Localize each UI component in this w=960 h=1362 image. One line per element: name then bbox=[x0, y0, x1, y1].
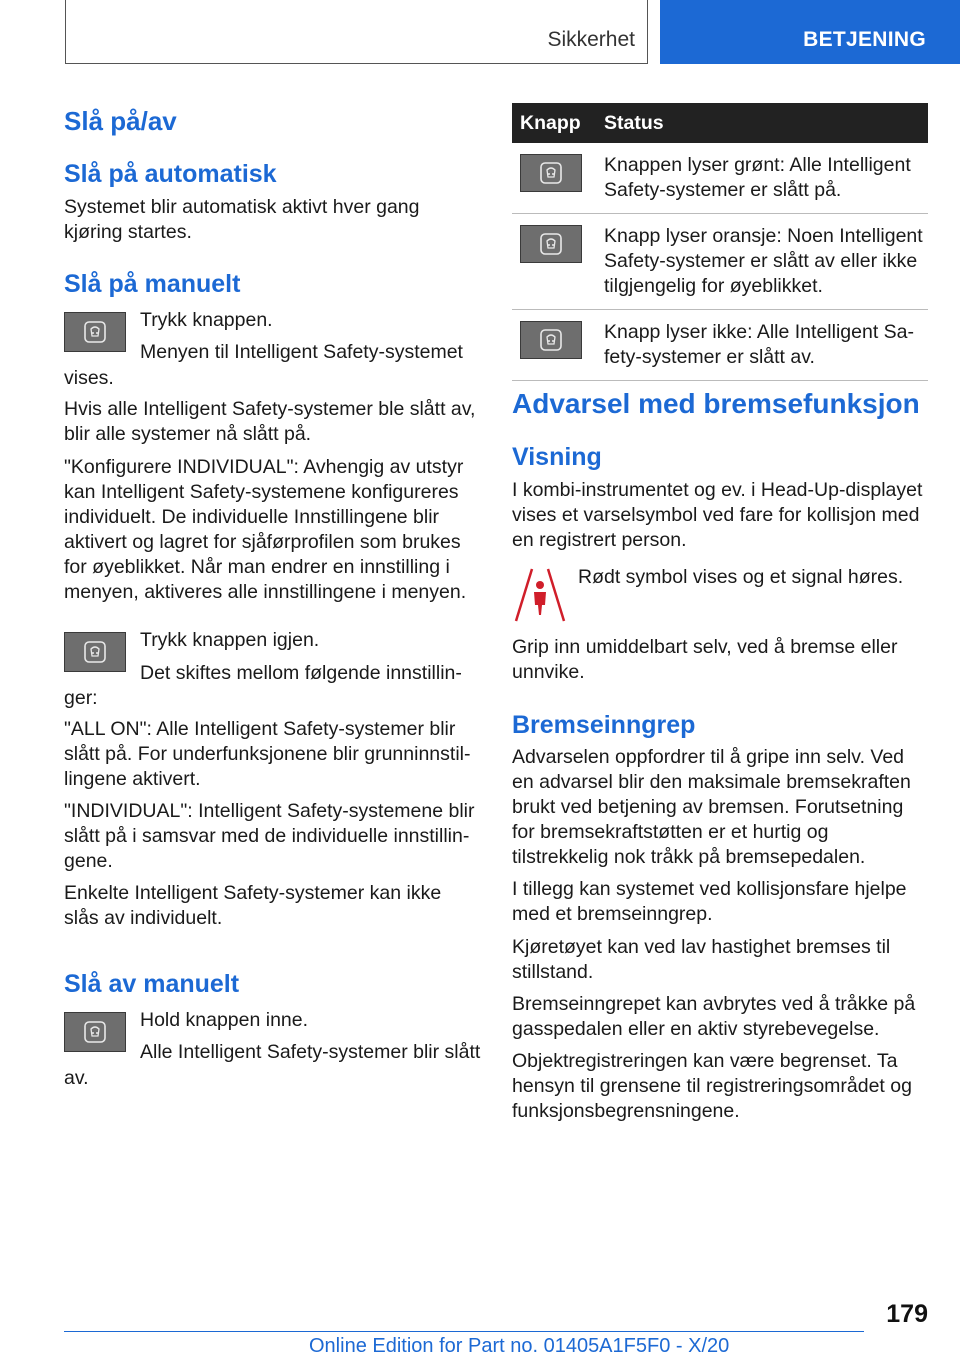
paragraph-display: I kombi-instrumentet og ev. i Head-Up-displayet vises et varselsymbol ved fare for kollisjon med en registrert person. bbox=[512, 479, 923, 551]
table-cell-status: Knapp lyser ikke: Alle Intelligent Safety-systemer er slått av. bbox=[596, 310, 928, 381]
paragraph-individual: "INDIVIDUAL": Intelligent Safety-systemene blir slått på i samsvar med de individuelle innstillingene. bbox=[64, 800, 475, 872]
paragraph-some-systems: Enkelte Intelligent Safety-systemer kan ikke slås av individuelt. bbox=[64, 882, 442, 929]
heading-manual-on: Slå på manuelt bbox=[64, 270, 241, 298]
pedestrian-warning-icon bbox=[512, 565, 568, 623]
paragraph-automatic: Systemet blir automatisk aktivt hver gang kjøring startes. bbox=[64, 196, 420, 243]
paragraph-brake-5: Objektregistreringen kan være begrenset. Ta hensyn til grensene til registreringsområdet og funksjonsbegrensningene. bbox=[512, 1050, 912, 1122]
heading-display: Visning bbox=[512, 443, 602, 471]
table-row bbox=[512, 143, 928, 214]
header-chapter-tab bbox=[660, 0, 960, 64]
footer-divider bbox=[64, 1331, 864, 1332]
paragraph-red-symbol: Rødt symbol vises og et signal høres. bbox=[578, 566, 904, 588]
safety-button-icon bbox=[64, 312, 126, 352]
step-hold-result-b: av. bbox=[64, 1067, 89, 1089]
heading-brake-intervention: Bremseinngrep bbox=[512, 711, 696, 739]
paragraph-brake-2: I tillegg kan systemet ved kollisjonsfare hjelpe med et bremseinngrep. bbox=[512, 878, 907, 925]
paragraph-brake-4: Bremseinngrepet kan avbrytes ved å tråkke på gasspedalen eller en aktiv styrebevegelse. bbox=[512, 993, 916, 1040]
step-press-button: Trykk knappen. bbox=[140, 309, 273, 331]
table-cell-button bbox=[512, 214, 596, 310]
safety-button-icon bbox=[520, 321, 582, 359]
paragraph-all-on: "ALL ON": Alle Intelligent Safety-systemer blir slått på. For underfunksjonene blir grunninnstillingene aktivert. bbox=[64, 718, 471, 790]
paragraph-grip-in: Grip inn umiddelbart selv, ved å bremse eller unnvike. bbox=[512, 636, 898, 683]
button-status-table bbox=[512, 103, 928, 381]
paragraph-brake-3: Kjøretøyet kan ved lav hastighet bremses til stillstand. bbox=[512, 936, 891, 983]
step-press-again-result-a: Det skiftes mellom følgende innstillin- bbox=[140, 662, 462, 684]
heading-automatic: Slå på automatisk bbox=[64, 160, 277, 188]
table-cell-status: Knappen lyser grønt: Alle Intelligent Safety-systemer er slått på. bbox=[596, 143, 928, 214]
table-cell-button bbox=[512, 310, 596, 381]
footer-edition: Online Edition for Part no. 01405A1F5F0 - X/20 bbox=[309, 1335, 730, 1357]
header-section-title: Sikkerhet bbox=[547, 28, 635, 51]
table-header-knapp: Knapp bbox=[512, 103, 596, 143]
page-number: 179 bbox=[886, 1300, 928, 1328]
header-chapter-title: BETJENING bbox=[803, 28, 926, 51]
step-press-result-a: Menyen til Intelligent Safety-systemet bbox=[140, 341, 463, 363]
safety-button-icon bbox=[64, 1012, 126, 1052]
step-press-again: Trykk knappen igjen. bbox=[140, 629, 320, 651]
step-hold-result-a: Alle Intelligent Safety-systemer blir slått bbox=[140, 1041, 481, 1063]
safety-button-icon bbox=[520, 225, 582, 263]
safety-button-icon bbox=[520, 154, 582, 192]
step-hold-button: Hold knappen inne. bbox=[140, 1009, 309, 1031]
heading-warning-brake: Advarsel med bremsefunksjon bbox=[512, 388, 920, 419]
table-header-status: Status bbox=[596, 103, 928, 143]
paragraph-configure-individual: "Konfigurere INDIVIDUAL": Avhengig av utstyr kan Intelligent Safety-systemene konfigureres individuelt. De individuelle Innstillingene blir aktivert og lagret for sjåførprofilen som brukes for øyeblikket. Når man endrer en innstilling i menyen, aktiveres alle innstillingene i menyen. bbox=[64, 456, 467, 603]
table-row bbox=[512, 214, 928, 310]
step-press-result-b: vises. bbox=[64, 367, 114, 389]
table-header-row bbox=[512, 103, 928, 143]
safety-button-icon bbox=[64, 632, 126, 672]
heading-sla-pa-av: Slå på/av bbox=[64, 106, 177, 136]
paragraph-if-all-off: Hvis alle Intelligent Safety-systemer ble slått av, blir alle systemer nå slått på. bbox=[64, 398, 476, 445]
step-press-again-result-b: ger: bbox=[64, 687, 98, 709]
table-cell-button bbox=[512, 143, 596, 214]
heading-manual-off: Slå av manuelt bbox=[64, 970, 240, 998]
table-cell-status: Knapp lyser oransje: Noen Intelligent Safety-systemer er slått av eller ikke tilgjengelig for øyeblikket. bbox=[596, 214, 928, 310]
table-row bbox=[512, 310, 928, 381]
paragraph-brake-1: Advarselen oppfordrer til å gripe inn selv. Ved en advarsel blir den maksimale bremsekraften brukt ved betjening av bremsen. Forutsetning for bremsekraftstøtten er et hurtig og tilstrekkelig nok tråkk på bremsepedalen. bbox=[512, 746, 911, 868]
